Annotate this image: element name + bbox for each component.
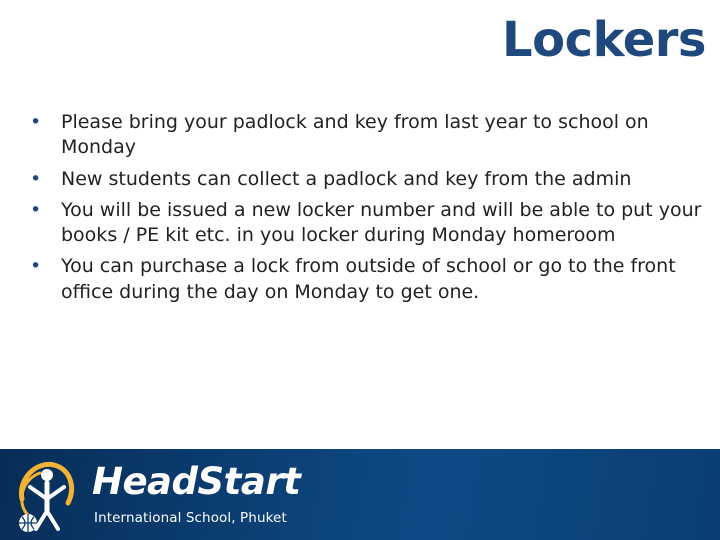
bullet-text: New students can collect a padlock and key from the admin xyxy=(61,167,632,190)
bullet-text: Please bring your padlock and key from last year to school on Monday xyxy=(61,111,649,159)
bullet-list xyxy=(30,110,702,311)
slide-title: Lockers xyxy=(502,12,706,68)
bullet-item xyxy=(30,254,702,305)
bullet-item xyxy=(30,167,702,192)
bullet-text: You can purchase a lock from outside of school or go to the front office during the day on Monday to get one. xyxy=(61,255,676,303)
bullet-dot: • xyxy=(30,255,42,278)
bullet-dot: • xyxy=(30,167,42,190)
bullet-dot: • xyxy=(30,111,42,133)
bullet-text: You will be issued a new locker number and will be able to put your books / PE kit etc. in you locker during Monday homeroom xyxy=(61,198,702,247)
headstart-emblem-icon xyxy=(14,453,80,537)
bullet-item xyxy=(30,198,702,249)
bullet-item xyxy=(30,110,702,161)
logo-name: HeadStart xyxy=(92,460,301,503)
bullet-dot: • xyxy=(30,198,42,221)
logo-subtitle: International School, Phuket xyxy=(94,510,287,526)
footer-banner xyxy=(0,449,720,540)
